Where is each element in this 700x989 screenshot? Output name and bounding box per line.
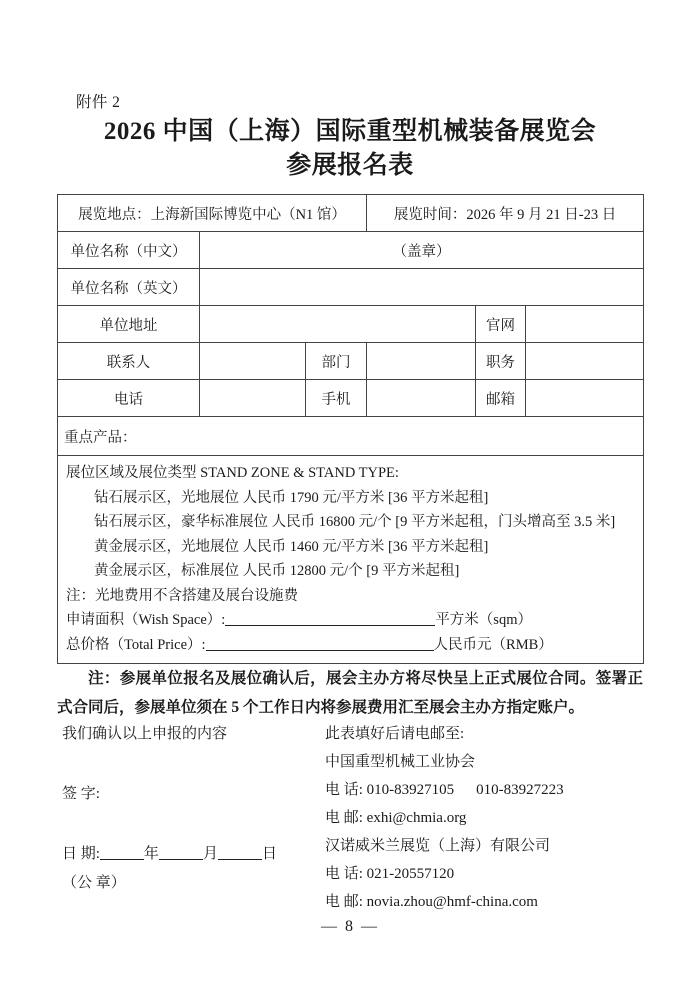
date-month-input[interactable] <box>159 844 203 860</box>
date-day-input[interactable] <box>218 844 262 860</box>
organization-1-phone-row <box>325 776 645 804</box>
stand-option-4: 黄金展示区，标准展位 人民币 12800 元/个 [9 平方米起租] <box>94 563 460 579</box>
title-line-2: 参展报名表 <box>286 152 414 179</box>
organization-1-email-row <box>325 804 645 832</box>
input-company-en[interactable] <box>200 269 644 306</box>
wish-space-row <box>66 608 635 633</box>
org1-email-label: 电 邮: <box>325 810 363 826</box>
table-row-company-cn <box>58 232 644 269</box>
label-position: 职务 <box>476 343 526 380</box>
venue-cell: 展览地点：上海新国际博览中心（N1 馆） <box>58 195 367 232</box>
table-row-telephone <box>58 380 644 417</box>
label-contact: 联系人 <box>58 343 200 380</box>
date-month-unit: 月 <box>202 846 218 862</box>
org2-phone-label: 电 话: <box>325 866 363 882</box>
table-row-key-products <box>58 417 644 456</box>
input-address[interactable] <box>200 306 476 343</box>
input-website[interactable] <box>526 306 644 343</box>
total-price-label: 总价格（Total Price）: <box>66 636 206 653</box>
org1-email[interactable]: exhi@chmia.org <box>366 810 467 826</box>
label-key-products[interactable]: 重点产品： <box>58 417 644 456</box>
input-mobile[interactable] <box>367 380 476 417</box>
organization-2-email-row <box>325 888 645 916</box>
date-day-unit: 日 <box>261 846 277 862</box>
exhibition-date-cell: 展览时间：2026 年 9 月 21 日-23 日 <box>367 195 644 232</box>
confirmation-text: 我们确认以上申报的内容 <box>62 726 228 742</box>
stand-option-2: 钻石展示区，豪华标准展位 人民币 16800 元/个 [9 平方米起租，门头增高至 3.5 米] <box>94 514 616 530</box>
input-position[interactable] <box>526 343 644 380</box>
input-telephone[interactable] <box>200 380 306 417</box>
stand-option-3: 黄金展示区，光地展位 人民币 1460 元/平方米 [36 平方米起租] <box>94 538 489 555</box>
label-website: 官网 <box>476 306 526 343</box>
signature-field[interactable] <box>62 780 327 808</box>
stand-zone-block <box>58 456 644 664</box>
organization-1-name: 中国重型机械工业协会 <box>325 754 476 770</box>
table-row-contact <box>58 343 644 380</box>
table-row-company-en <box>58 269 644 306</box>
date-field[interactable] <box>62 840 327 868</box>
signature-column <box>62 720 327 897</box>
stand-option-1: 钻石展示区，光地展位 人民币 1790 元/平方米 [36 平方米起租] <box>94 489 489 506</box>
label-company-cn: 单位名称（中文） <box>58 232 200 269</box>
page-number-footer: — 8 — <box>321 918 379 935</box>
input-contact[interactable] <box>200 343 306 380</box>
label-department: 部门 <box>306 343 367 380</box>
table-row-venue-date <box>58 195 644 232</box>
mail-to-label: 此表填好后请电邮至: <box>325 726 465 742</box>
date-year-input[interactable] <box>100 844 144 860</box>
attachment-label: 附件 2 <box>76 94 121 111</box>
total-price-unit: 人民币元（RMB） <box>433 636 553 653</box>
date-year-unit: 年 <box>143 846 159 862</box>
label-address: 单位地址 <box>58 306 200 343</box>
label-company-en: 单位名称（英文） <box>58 269 200 306</box>
wish-space-input[interactable] <box>225 608 435 626</box>
date-label: 日 期: <box>62 846 100 862</box>
signature-label: 签 字: <box>62 786 100 802</box>
payment-notice: 注：参展单位报名及展位确认后，展会主办方将尽快呈上正式展位合同。签署正式合同后，参展单位须在 5 个工作日内将参展费用汇至展会主办方指定账户。 <box>57 670 643 716</box>
label-telephone: 电话 <box>58 380 200 417</box>
input-email[interactable] <box>526 380 644 417</box>
table-row-stand-zone <box>58 456 644 664</box>
total-price-input[interactable] <box>206 633 434 651</box>
wish-space-label: 申请面积（Wish Space）: <box>66 612 226 628</box>
organization-2-name: 汉诺威米兰展览（上海）有限公司 <box>325 838 551 854</box>
contact-column <box>325 720 645 916</box>
wish-space-unit: 平方米（sqm） <box>435 612 532 628</box>
org2-email[interactable]: novia.zhou@hmf-china.com <box>366 894 538 910</box>
page-title <box>57 115 643 183</box>
input-company-cn[interactable]: （盖章） <box>200 232 644 269</box>
stand-zone-note: 注：光地费用不含搭建及展台设施费 <box>66 587 298 604</box>
label-email: 邮箱 <box>476 380 526 417</box>
official-seal-label: （公 章） <box>62 875 126 891</box>
input-department[interactable] <box>367 343 476 380</box>
registration-form-table <box>57 194 644 664</box>
org1-phone-2[interactable]: 010-83927223 <box>476 782 564 798</box>
total-price-row <box>66 633 635 658</box>
stand-zone-heading: 展位区域及展位类型 STAND ZONE & STAND TYPE: <box>66 465 399 481</box>
org2-phone[interactable]: 021-20557120 <box>366 866 455 882</box>
org2-email-label: 电 邮: <box>325 894 363 910</box>
label-mobile: 手机 <box>306 380 367 417</box>
org1-phone-label: 电 话: <box>325 782 363 798</box>
title-line-1: 2026 中国（上海）国际重型机械装备展览会 <box>103 118 597 145</box>
org1-phone-1[interactable]: 010-83927105 <box>366 782 455 798</box>
organization-2-phone-row <box>325 860 645 888</box>
table-row-address <box>58 306 644 343</box>
